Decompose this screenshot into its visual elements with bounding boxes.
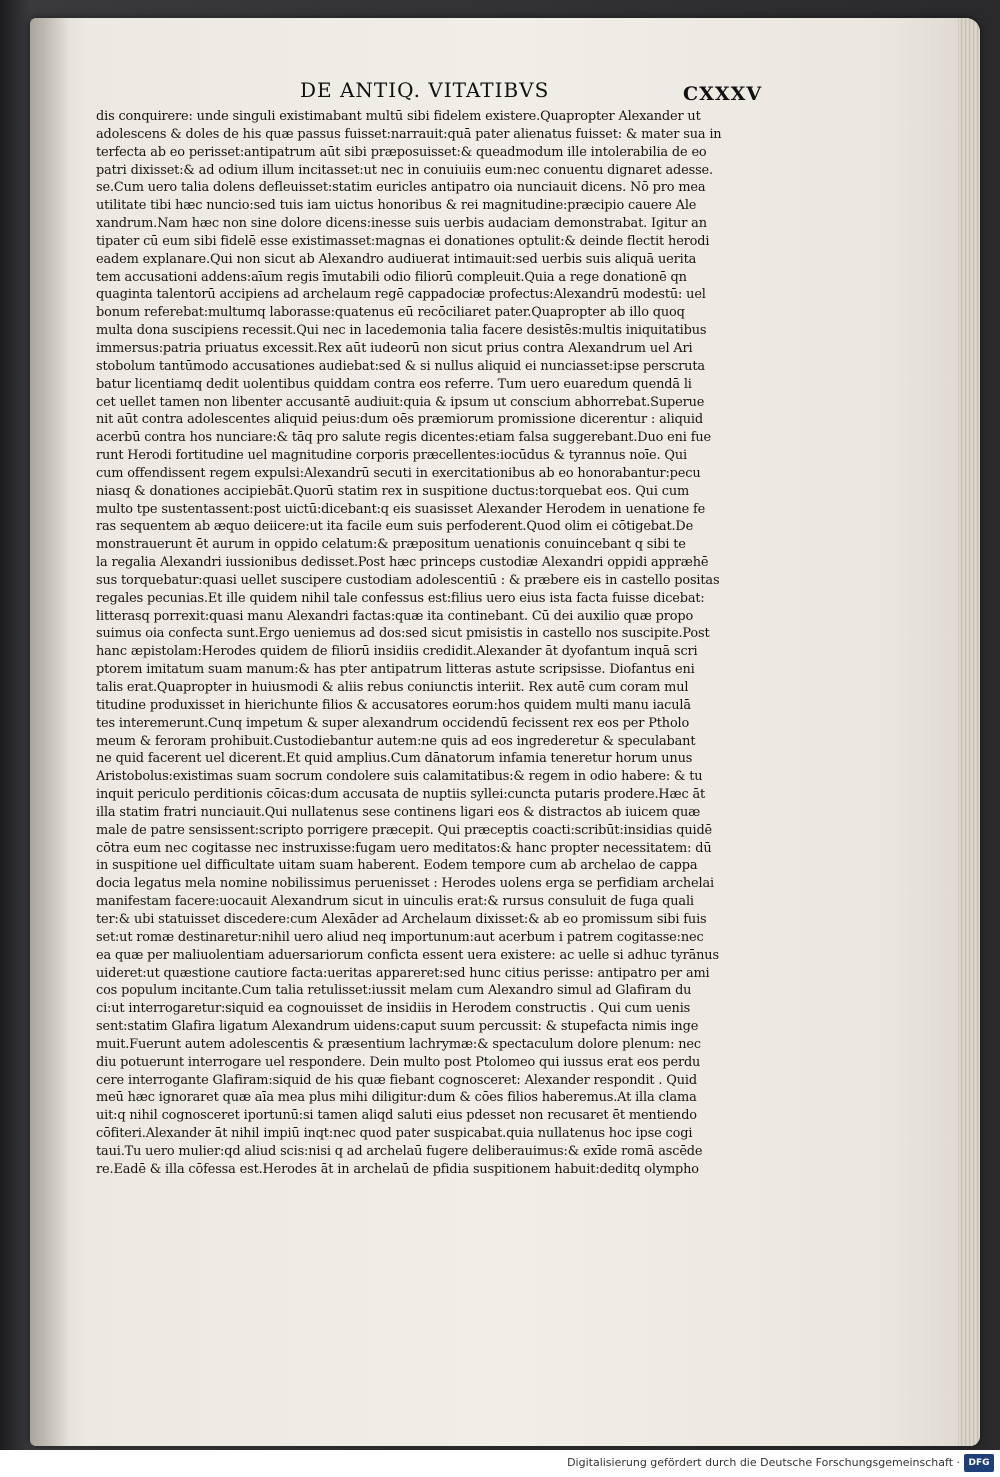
text-line: tes interemerunt.Cunq impetum & super alexandrum occidendū fecissent rex eos per Ptholo <box>96 715 690 731</box>
text-line: batur licentiamq dedit uolentibus quiddam contra eos referre. Tum uero euaredum quendā li <box>96 376 692 392</box>
text-line: tem accusationi addens:aīum regis īmutabili odio filiorū compleuit.Quia a rege donationē qn <box>96 269 687 285</box>
text-line: talis erat.Quapropter in huiusmodi & aliis rebus coniunctis interiit. Rex autē cum coram mul <box>96 680 689 695</box>
text-line: meum & feroram prohibuit.Custodiebantur autem:ne quis ad eos ingrederetur & speculabant <box>96 733 696 749</box>
text-line: multa dona suscipiens recessit.Qui nec in lacedemonia talia facere desistēs:multis iniquitatibus <box>96 323 707 339</box>
text-line: ea quæ per maliuolentiam aduersariorum conficta essent uera existere: ac uelle si adhuc tyrānus <box>96 947 719 963</box>
text-line: terfecta ab eo perisset:antipatrum aūt sibi præposuisset:& queadmodum ille intolerabilia de eo <box>96 144 707 160</box>
text-line: illa statim fratri nunciauit.Qui nullatenus sese continens ligari eos & distractos ab iuicem quæ <box>96 804 701 820</box>
text-line: ter:& ubi statuisset discedere:cum Alexāder ad Archelaum dixisset:& ab eo promissum sibi fuis <box>96 911 707 927</box>
text-line: bonum referebat:multumq laborasse:quatenus eū recōciliaret pater.Quapropter ab illo quoq <box>96 305 685 321</box>
text-line: ras sequentem ab æquo deiicere:ut ita facile eum suis perfoderent.Quod olim ei cōtigebat.De <box>96 519 694 535</box>
text-line: stobolum tantūmodo accusationes audiebat:sed & si nullus aliquid ei nunciasset:ipse perscruta <box>96 358 705 374</box>
folio-number: CXXXV <box>683 83 763 105</box>
text-line: Aristobolus:existimas suam socrum condolere suis calamitatibus:& regem in odio habere: & tu <box>96 769 703 785</box>
body-text <box>96 108 776 1179</box>
text-line: sent:statim Glafira ligatum Alexandrum uidens:caput suum percussit: & stupefacta nimis inge <box>96 1019 699 1035</box>
text-line: cōtra eum nec cogitasse nec instruxisse:fugam uero meditatos:& hanc propter necessitatem: dū <box>96 840 712 856</box>
text-line: manifestam facere:uocauit Alexandrum sicut in uinculis erat:& rursus consuluit de fuga quali <box>96 894 694 910</box>
text-line: runt Herodi fortitudine uel magnitudine corporis præcellentes:iocūdus & tyrannus noīe. Qui <box>96 448 687 464</box>
gutter-shadow <box>30 18 70 1446</box>
text-line: monstrauerunt ēt aurum in oppido celatum:& præpositum uenationis conuincebant q sibi te <box>96 537 686 553</box>
text-line: docia legatus mela nomine nobilissimus peruenisset : Herodes uolens erga se perfidiam archelai <box>96 876 714 892</box>
dfg-logo: DFG <box>964 1454 994 1472</box>
text-line: immersus:patria priuatus excessit.Rex aūt iudeorū non sicut prius contra Alexandrum uel Ari <box>96 340 693 356</box>
text-line: xandrum.Nam hæc non sine dolore dicens:inesse suis uerbis audaciam demonstrabat. Igitur an <box>96 216 707 232</box>
text-line: multo tpe sustentassent:post uictū:dicebant:q eis suasisset Alexander Herodem in uenatione fe <box>96 501 706 517</box>
text-line: tipater cū eum sibi fidelē esse existimasset:magnas ei donationes optulit:& deinde flectit herodi <box>96 233 710 249</box>
text-line: re.Eadē & illa cōfessa est.Herodes āt in archelaū de pfidia suspitionem habuit:deditq olympho <box>96 1161 699 1177</box>
text-line: patri dixisset:& ad odium illum incitasset:ut nec in conuiuiis eum:nec conuentu dignaret adesse. <box>96 162 713 178</box>
text-line: regales pecunias.Et ille quidem nihil tale confessus est:filius uero eius ista facta fuisse dicebat: <box>96 590 705 606</box>
text-line: litterasq porrexit:quasi manu Alexandri factas:quæ ita continebant. Cū dei auxilio quæ propo <box>96 608 694 624</box>
footer-bar <box>0 1450 1000 1477</box>
text-line: taui.Tu uero mulier:qd aliud scis:nisi q ad archelaū fugere deliberauimus:& exīde romā ascēde <box>96 1143 703 1159</box>
text-line: eadem explanare.Qui non sicut ab Alexandro audiuerat intimauit:sed uerbis suis aliquā uerita <box>96 251 697 267</box>
text-line: se.Cum uero talia dolens defleuisset:statim euricles antipatro oia nunciauit dicens. Nō pro mea <box>96 180 706 196</box>
text-line: uideret:ut quæstione cautiore facta:ueritas appareret:sed hunc citius perisse: antipatro per ami <box>96 965 710 981</box>
text-line: male de patre sensissent:scripto porrigere præcepit. Qui præceptis coacti:scribūt:insidias quidē <box>96 822 713 838</box>
running-title: DE ANTIQ. VITATIBVS <box>300 78 550 102</box>
text-line: hanc æpistolam:Herodes quidem de filiorū insidiis credidit.Alexander āt dyofantum inquā scri <box>96 644 698 660</box>
text-line: cum offendissent regem expulsi:Alexandrū secuti in exercitationibus ab eo honorabantur:pecu <box>96 465 701 481</box>
text-line: adolescens & doles de his quæ passus fuisset:narrauit:quā pater alienatus fuisset: & mater sua in <box>96 126 722 142</box>
text-line: dis conquirere: unde singuli existimabant multū sibi fidelem existere.Quapropter Alexander ut <box>96 109 701 124</box>
text-line: utilitate tibi hæc nuncio:sed tuis iam uictus honoribus & rei magnitudine:præcipio cauere Ale <box>96 198 697 214</box>
footer-credit: Digitalisierung gefördert durch die Deutsche Forschungsgemeinschaft · <box>567 1456 960 1469</box>
text-line: muit.Fuerunt autem adolescentis & præsentium lachrymæ:& spectaculum dolore plenum: nec <box>96 1036 701 1052</box>
text-line: suimus oia confecta sunt.Ergo ueniemus ad dos:sed sicut pmisistis in castello nos suscipite.Post <box>96 626 710 642</box>
text-line: sus torquebatur:quasi uellet suscipere custodiam adolescentiū : & præbere eis in castello positas <box>96 572 720 588</box>
text-line: quaginta talentorū accipiens ad archelaum regē cappadociæ profectus:Alexandrū modestū: uel <box>96 287 706 303</box>
text-line: meū hæc ignoraret quæ aīa mea plus mihi diligitur:dum & cōes filios haberemus.At illa clama <box>96 1090 697 1106</box>
text-line: cōfiteri.Alexander āt nihil impiū inqt:nec quod pater suspicabat.quia nullatenus hoc ipse cogi <box>96 1126 693 1142</box>
text-line: la regalia Alexandri iussionibus dedisset.Post hæc princeps custodiæ Alexandri oppidi appræhē <box>96 555 709 571</box>
text-line: titudine produxisset in hierichunte filios & accusatores eorum:hos quidem multi manu iaculā <box>96 697 691 713</box>
text-line: cos populum incitante.Cum talia retulisset:iussit melam cum Alexandro simul ad Glafiram du <box>96 983 692 999</box>
page-edge <box>958 18 980 1446</box>
text-line: ptorem imitatum suam manum:& has pter antipatrum litteras astute scripsisse. Diofantus eni <box>96 662 695 678</box>
text-line: acerbū contra hos nunciare:& tāq pro salute regis dicentes:etiam falsa suggerebant.Duo eni fue <box>96 430 711 446</box>
text-line: ne quid facerent uel dicerent.Et quid amplius.Cum dānatorum infamia teneretur horum unus <box>96 751 693 767</box>
text-line: set:ut romæ destinaretur:nihil uero aliud neq importunum:aut acerbum i patrem cogitasse:nec <box>96 929 704 945</box>
text-line: ci:ut interrogaretur:siquid ea cognouisset de insidiis in Herodem constructis . Qui cum uenis <box>96 1001 691 1017</box>
text-line: nit aūt contra adolescentes aliquid peius:dum oēs præmiorum promissione dicerentur : aliquid <box>96 412 703 428</box>
text-line: inquit periculo perditionis cōicas:dum accusata de nuptiis syllei:cuncta putaris prodere.Hæc āt <box>96 787 706 803</box>
text-line: niasq & donationes accipiebāt.Quorū statim rex in suspitione ductus:torquebat eos. Qui cum <box>96 483 690 499</box>
text-line: in suspitione uel difficultate uitam suam haberent. Eodem tempore cum ab archelao de cappa <box>96 858 698 874</box>
text-line: diu potuerunt interrogare uel respondere. Dein multo post Ptolomeo qui iussus erat eos perdu <box>96 1054 701 1070</box>
text-line: cet uellet tamen non libenter accusantē audiuit:quia & ipsum ut conscium abhorrebat.Superue <box>96 394 705 410</box>
text-line: uit:q nihil cognosceret iportunū:si tamen aliqd saluti eius pdesset non recusaret ēt mentiendo <box>96 1108 697 1124</box>
text-line: cere interrogante Glafiram:siquid de his quæ fiebant cognosceret: Alexander respondit . Quid <box>96 1072 697 1088</box>
